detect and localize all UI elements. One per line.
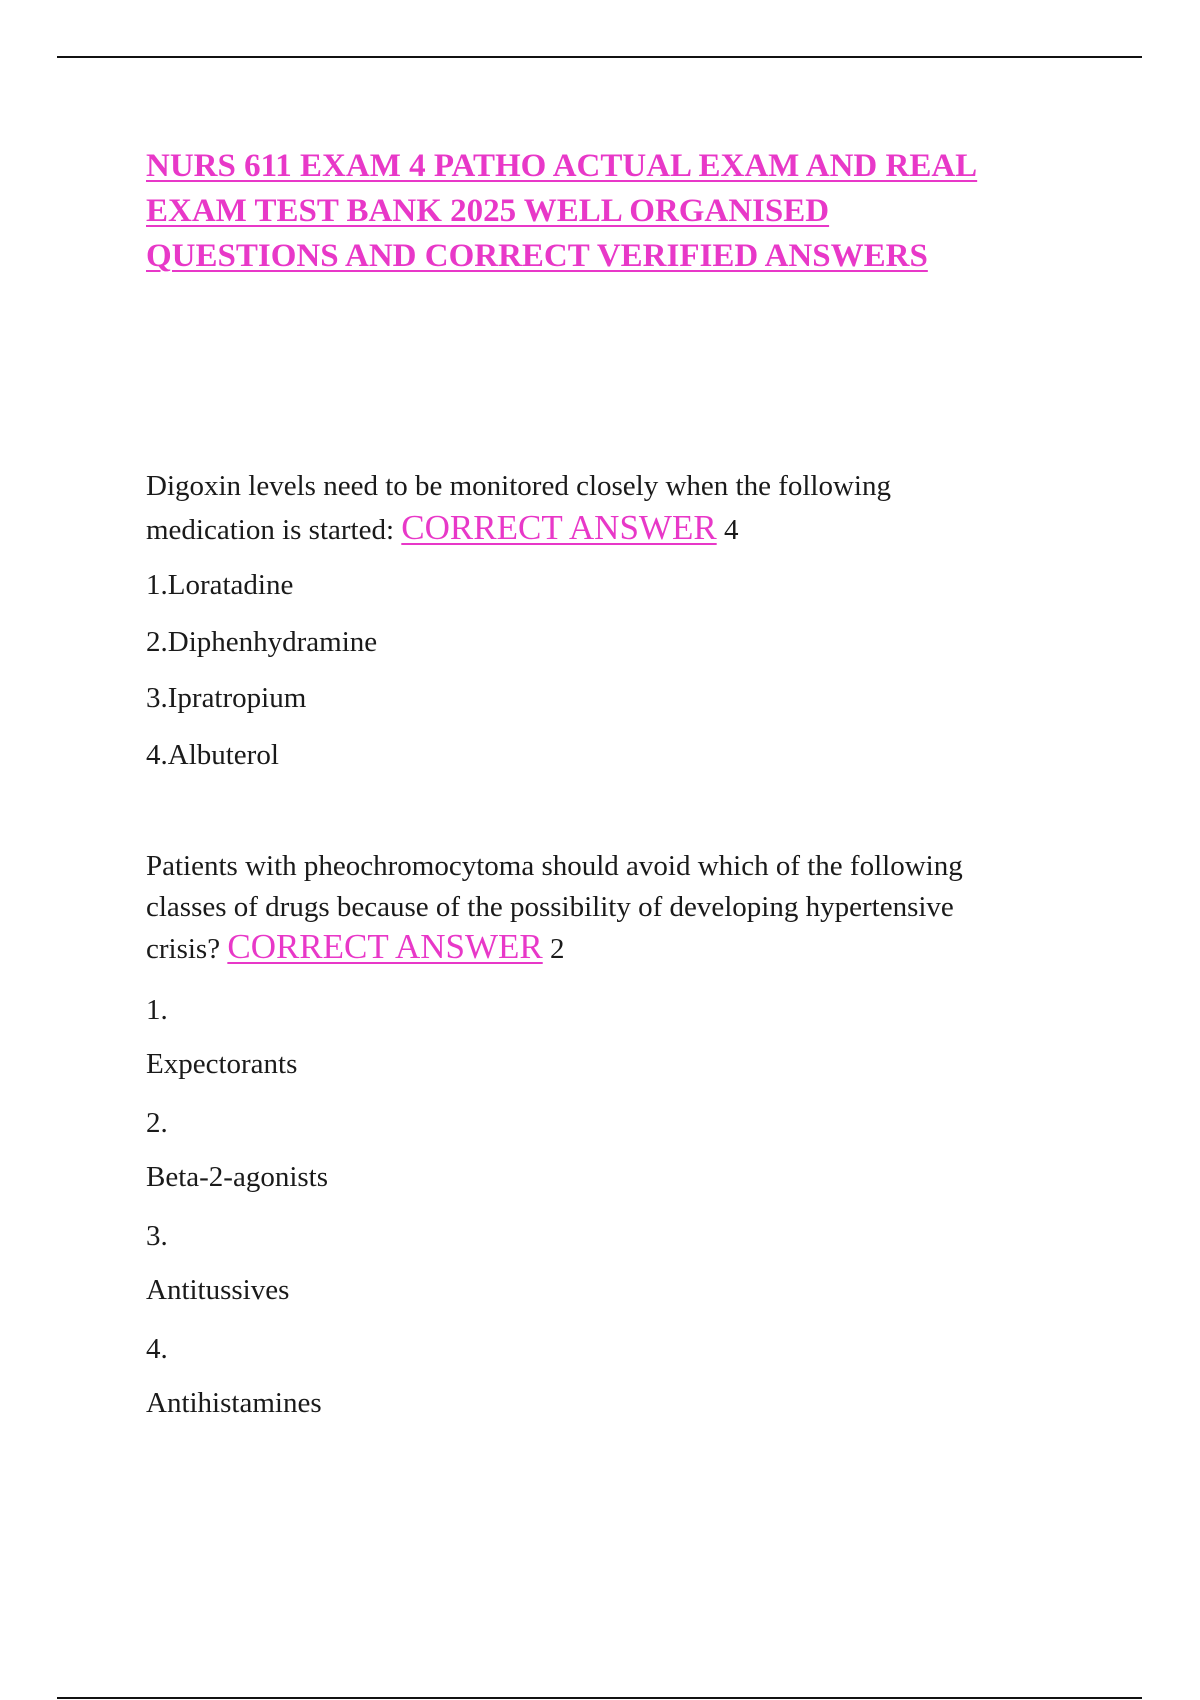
option-item: Beta-2-agonists	[146, 1161, 329, 1193]
option-item: Expectorants	[146, 1048, 298, 1080]
document-title	[146, 144, 1076, 279]
correct-answer-label: CORRECT ANSWER	[227, 927, 543, 966]
option-number: 3.	[146, 1220, 168, 1252]
option-item: 1.Loratadine	[146, 569, 294, 601]
question-1-text	[146, 465, 1086, 551]
question-line-text: crisis?	[146, 933, 228, 965]
question-line: Digoxin levels need to be monitored closely when the following	[146, 470, 891, 502]
bottom-divider	[57, 1697, 1142, 1699]
answer-value: 4	[716, 514, 739, 546]
option-number: 2.	[146, 1107, 168, 1139]
option-number: 4.	[146, 1333, 168, 1365]
option-number: 1.	[146, 994, 168, 1026]
title-line: EXAM TEST BANK 2025 WELL ORGANISED	[146, 193, 830, 229]
option-item: 3.Ipratropium	[146, 682, 307, 714]
question-line	[146, 927, 1086, 970]
question-2-text	[146, 846, 1086, 970]
question-line: Patients with pheochromocytoma should avoid which of the following	[146, 850, 963, 882]
answer-value: 2	[542, 933, 565, 965]
option-item: Antitussives	[146, 1274, 290, 1306]
option-item: Antihistamines	[146, 1387, 322, 1419]
option-item: 2.Diphenhydramine	[146, 626, 378, 658]
question-line	[146, 507, 1086, 551]
question-line: classes of drugs because of the possibility of developing hypertensive	[146, 890, 954, 923]
top-divider	[57, 56, 1142, 58]
option-item: 4.Albuterol	[146, 739, 279, 771]
title-line: NURS 611 EXAM 4 PATHO ACTUAL EXAM AND REAL	[146, 148, 978, 184]
title-line: QUESTIONS AND CORRECT VERIFIED ANSWERS	[146, 238, 928, 274]
question-line-text: medication is started:	[146, 514, 402, 546]
correct-answer-label: CORRECT ANSWER	[401, 508, 717, 547]
